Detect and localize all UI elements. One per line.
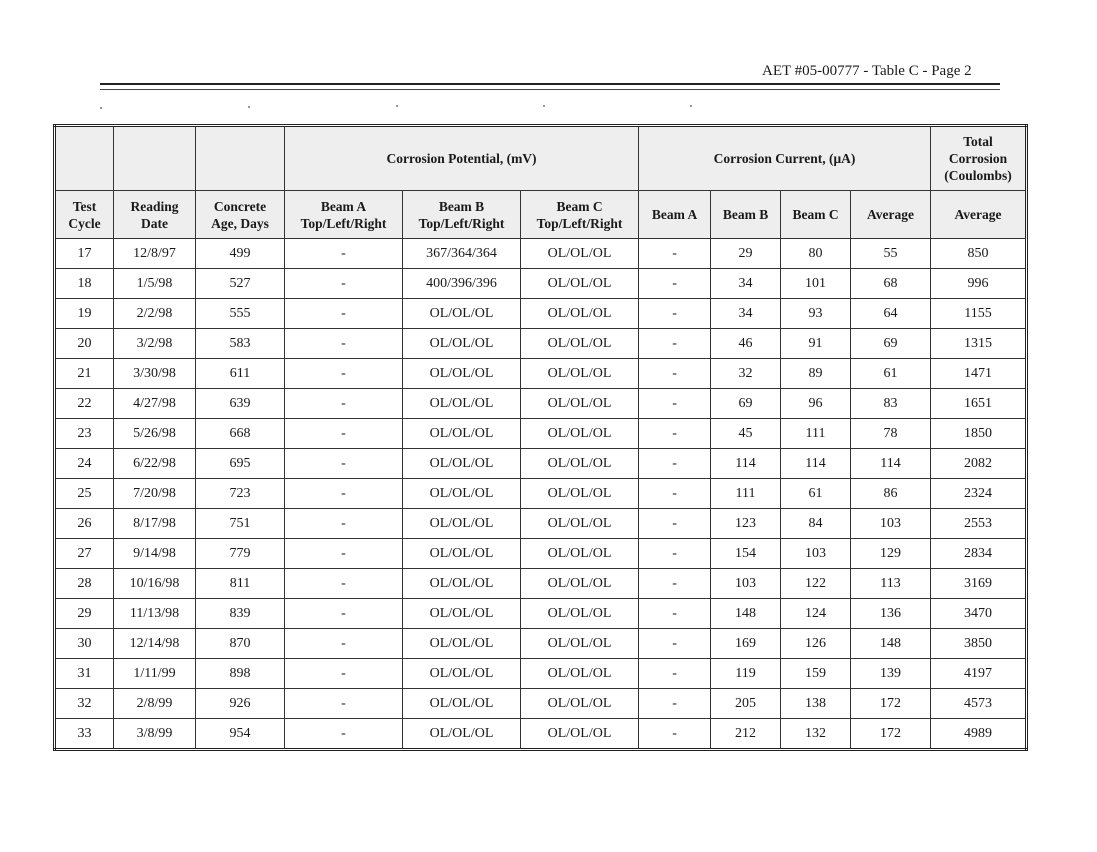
cell-current-beam-b: 154 bbox=[711, 539, 781, 569]
cell-test-cycle: 22 bbox=[55, 389, 114, 419]
header-rule bbox=[100, 83, 1000, 90]
cell-current-beam-a: - bbox=[639, 239, 711, 269]
cell-test-cycle: 28 bbox=[55, 569, 114, 599]
cell-potential-beam-c: OL/OL/OL bbox=[521, 239, 639, 269]
cell-potential-beam-c: OL/OL/OL bbox=[521, 419, 639, 449]
cell-current-average: 139 bbox=[851, 659, 931, 689]
cell-concrete-age: 811 bbox=[196, 569, 285, 599]
cell-current-beam-c: 80 bbox=[781, 239, 851, 269]
cell-current-beam-c: 138 bbox=[781, 689, 851, 719]
cell-current-beam-a: - bbox=[639, 569, 711, 599]
cell-reading-date: 10/16/98 bbox=[114, 569, 196, 599]
cell-current-beam-c: 84 bbox=[781, 509, 851, 539]
header-blank bbox=[55, 126, 114, 191]
cell-current-beam-c: 124 bbox=[781, 599, 851, 629]
cell-current-beam-a: - bbox=[639, 389, 711, 419]
cell-potential-beam-b: OL/OL/OL bbox=[403, 569, 521, 599]
cell-current-beam-a: - bbox=[639, 629, 711, 659]
cell-total-average: 850 bbox=[931, 239, 1027, 269]
cell-current-beam-b: 69 bbox=[711, 389, 781, 419]
cell-current-average: 78 bbox=[851, 419, 931, 449]
cell-potential-beam-b: OL/OL/OL bbox=[403, 449, 521, 479]
table-row bbox=[55, 359, 1027, 389]
cell-reading-date: 7/20/98 bbox=[114, 479, 196, 509]
cell-current-beam-b: 103 bbox=[711, 569, 781, 599]
cell-test-cycle: 25 bbox=[55, 479, 114, 509]
cell-potential-beam-c: OL/OL/OL bbox=[521, 719, 639, 750]
cell-current-beam-c: 61 bbox=[781, 479, 851, 509]
cell-reading-date: 4/27/98 bbox=[114, 389, 196, 419]
cell-potential-beam-c: OL/OL/OL bbox=[521, 689, 639, 719]
cell-potential-beam-a: - bbox=[285, 539, 403, 569]
cell-current-average: 172 bbox=[851, 719, 931, 750]
cell-current-beam-a: - bbox=[639, 719, 711, 750]
header-concrete-age bbox=[196, 191, 285, 239]
cell-potential-beam-c: OL/OL/OL bbox=[521, 479, 639, 509]
cell-current-beam-b: 34 bbox=[711, 299, 781, 329]
cell-reading-date: 2/8/99 bbox=[114, 689, 196, 719]
cell-current-average: 83 bbox=[851, 389, 931, 419]
cell-current-average: 61 bbox=[851, 359, 931, 389]
cell-potential-beam-b: OL/OL/OL bbox=[403, 659, 521, 689]
cell-concrete-age: 839 bbox=[196, 599, 285, 629]
cell-potential-beam-a: - bbox=[285, 389, 403, 419]
header-potential-beam-a bbox=[285, 191, 403, 239]
scan-speck bbox=[543, 105, 545, 107]
cell-current-beam-b: 123 bbox=[711, 509, 781, 539]
cell-total-average: 996 bbox=[931, 269, 1027, 299]
header-line: Top/Left/Right bbox=[300, 215, 387, 231]
cell-test-cycle: 20 bbox=[55, 329, 114, 359]
cell-potential-beam-c: OL/OL/OL bbox=[521, 569, 639, 599]
table-row bbox=[55, 509, 1027, 539]
header-blank bbox=[196, 126, 285, 191]
cell-current-beam-c: 96 bbox=[781, 389, 851, 419]
cell-potential-beam-a: - bbox=[285, 719, 403, 750]
scan-speck bbox=[100, 107, 102, 109]
cell-total-average: 1471 bbox=[931, 359, 1027, 389]
cell-potential-beam-a: - bbox=[285, 689, 403, 719]
cell-current-beam-c: 91 bbox=[781, 329, 851, 359]
cell-potential-beam-a: - bbox=[285, 299, 403, 329]
cell-current-beam-c: 111 bbox=[781, 419, 851, 449]
header-potential-beam-b bbox=[403, 191, 521, 239]
cell-test-cycle: 18 bbox=[55, 269, 114, 299]
cell-current-beam-a: - bbox=[639, 509, 711, 539]
cell-current-beam-a: - bbox=[639, 419, 711, 449]
cell-current-beam-c: 103 bbox=[781, 539, 851, 569]
cell-concrete-age: 611 bbox=[196, 359, 285, 389]
cell-test-cycle: 26 bbox=[55, 509, 114, 539]
cell-concrete-age: 870 bbox=[196, 629, 285, 659]
cell-current-average: 86 bbox=[851, 479, 931, 509]
cell-concrete-age: 499 bbox=[196, 239, 285, 269]
header-total-corrosion bbox=[931, 126, 1027, 191]
cell-potential-beam-b: OL/OL/OL bbox=[403, 629, 521, 659]
cell-total-average: 1315 bbox=[931, 329, 1027, 359]
cell-concrete-age: 926 bbox=[196, 689, 285, 719]
cell-current-average: 64 bbox=[851, 299, 931, 329]
cell-current-beam-b: 169 bbox=[711, 629, 781, 659]
cell-current-beam-b: 119 bbox=[711, 659, 781, 689]
header-test-cycle bbox=[55, 191, 114, 239]
page-header: AET #05-00777 - Table C - Page 2 bbox=[762, 63, 972, 79]
header-line: (Coulombs) bbox=[944, 168, 1012, 183]
cell-total-average: 2082 bbox=[931, 449, 1027, 479]
table-row bbox=[55, 689, 1027, 719]
cell-concrete-age: 668 bbox=[196, 419, 285, 449]
cell-current-average: 68 bbox=[851, 269, 931, 299]
cell-current-beam-b: 205 bbox=[711, 689, 781, 719]
cell-total-average: 3169 bbox=[931, 569, 1027, 599]
cell-test-cycle: 33 bbox=[55, 719, 114, 750]
header-line: Total bbox=[963, 134, 993, 149]
cell-reading-date: 3/30/98 bbox=[114, 359, 196, 389]
header-potential-beam-c bbox=[521, 191, 639, 239]
cell-concrete-age: 779 bbox=[196, 539, 285, 569]
cell-current-beam-a: - bbox=[639, 689, 711, 719]
cell-concrete-age: 723 bbox=[196, 479, 285, 509]
header-current-beam-c bbox=[781, 191, 851, 239]
cell-reading-date: 11/13/98 bbox=[114, 599, 196, 629]
cell-current-beam-a: - bbox=[639, 269, 711, 299]
table-row bbox=[55, 299, 1027, 329]
group-header-row bbox=[55, 126, 1027, 191]
cell-test-cycle: 19 bbox=[55, 299, 114, 329]
cell-total-average: 2553 bbox=[931, 509, 1027, 539]
cell-current-beam-b: 148 bbox=[711, 599, 781, 629]
cell-current-beam-b: 29 bbox=[711, 239, 781, 269]
cell-concrete-age: 695 bbox=[196, 449, 285, 479]
cell-current-beam-a: - bbox=[639, 359, 711, 389]
cell-current-beam-b: 212 bbox=[711, 719, 781, 750]
header-line: Beam A bbox=[320, 198, 367, 214]
header-line: Test bbox=[72, 198, 97, 214]
cell-potential-beam-b: OL/OL/OL bbox=[403, 329, 521, 359]
header-corrosion-potential: Corrosion Potential, (mV) bbox=[285, 126, 639, 191]
header-line: Corrosion bbox=[948, 151, 1008, 166]
cell-current-beam-a: - bbox=[639, 659, 711, 689]
cell-potential-beam-a: - bbox=[285, 659, 403, 689]
cell-total-average: 4197 bbox=[931, 659, 1027, 689]
cell-potential-beam-a: - bbox=[285, 629, 403, 659]
cell-current-beam-b: 45 bbox=[711, 419, 781, 449]
cell-potential-beam-a: - bbox=[285, 479, 403, 509]
cell-current-beam-b: 34 bbox=[711, 269, 781, 299]
header-line: Beam B bbox=[722, 207, 769, 222]
cell-current-beam-a: - bbox=[639, 599, 711, 629]
cell-test-cycle: 24 bbox=[55, 449, 114, 479]
table-row bbox=[55, 269, 1027, 299]
cell-current-beam-b: 32 bbox=[711, 359, 781, 389]
header-current-average bbox=[851, 191, 931, 239]
header-line: Top/Left/Right bbox=[536, 215, 623, 231]
cell-current-beam-c: 89 bbox=[781, 359, 851, 389]
table-row bbox=[55, 449, 1027, 479]
cell-reading-date: 9/14/98 bbox=[114, 539, 196, 569]
cell-current-beam-a: - bbox=[639, 539, 711, 569]
cell-current-beam-c: 114 bbox=[781, 449, 851, 479]
cell-concrete-age: 583 bbox=[196, 329, 285, 359]
table-row bbox=[55, 539, 1027, 569]
cell-current-average: 136 bbox=[851, 599, 931, 629]
cell-potential-beam-b: OL/OL/OL bbox=[403, 599, 521, 629]
cell-current-beam-c: 132 bbox=[781, 719, 851, 750]
cell-potential-beam-a: - bbox=[285, 569, 403, 599]
cell-reading-date: 2/2/98 bbox=[114, 299, 196, 329]
cell-potential-beam-b: OL/OL/OL bbox=[403, 389, 521, 419]
cell-total-average: 2324 bbox=[931, 479, 1027, 509]
cell-potential-beam-a: - bbox=[285, 359, 403, 389]
header-line: Beam C bbox=[792, 207, 839, 222]
cell-test-cycle: 30 bbox=[55, 629, 114, 659]
cell-current-average: 55 bbox=[851, 239, 931, 269]
cell-current-beam-c: 122 bbox=[781, 569, 851, 599]
cell-concrete-age: 527 bbox=[196, 269, 285, 299]
scan-speck bbox=[248, 106, 250, 108]
table-row bbox=[55, 419, 1027, 449]
cell-current-beam-a: - bbox=[639, 299, 711, 329]
cell-concrete-age: 954 bbox=[196, 719, 285, 750]
table-row bbox=[55, 629, 1027, 659]
table-row bbox=[55, 479, 1027, 509]
corrosion-data-table bbox=[53, 124, 1028, 751]
cell-test-cycle: 21 bbox=[55, 359, 114, 389]
table-row bbox=[55, 719, 1027, 750]
cell-reading-date: 6/22/98 bbox=[114, 449, 196, 479]
cell-reading-date: 12/14/98 bbox=[114, 629, 196, 659]
cell-current-beam-c: 159 bbox=[781, 659, 851, 689]
cell-potential-beam-c: OL/OL/OL bbox=[521, 299, 639, 329]
cell-potential-beam-a: - bbox=[285, 509, 403, 539]
cell-potential-beam-c: OL/OL/OL bbox=[521, 539, 639, 569]
scan-speck bbox=[396, 105, 398, 107]
header-line: Age, Days bbox=[211, 215, 269, 231]
cell-potential-beam-b: OL/OL/OL bbox=[403, 479, 521, 509]
cell-reading-date: 12/8/97 bbox=[114, 239, 196, 269]
cell-current-beam-b: 46 bbox=[711, 329, 781, 359]
cell-test-cycle: 17 bbox=[55, 239, 114, 269]
cell-current-beam-a: - bbox=[639, 479, 711, 509]
cell-potential-beam-b: OL/OL/OL bbox=[403, 539, 521, 569]
table-row bbox=[55, 389, 1027, 419]
cell-current-beam-a: - bbox=[639, 329, 711, 359]
cell-test-cycle: 27 bbox=[55, 539, 114, 569]
cell-potential-beam-c: OL/OL/OL bbox=[521, 599, 639, 629]
scan-speck bbox=[690, 105, 692, 107]
cell-potential-beam-b: OL/OL/OL bbox=[403, 719, 521, 750]
cell-test-cycle: 31 bbox=[55, 659, 114, 689]
cell-current-beam-a: - bbox=[639, 449, 711, 479]
cell-potential-beam-c: OL/OL/OL bbox=[521, 389, 639, 419]
cell-current-average: 113 bbox=[851, 569, 931, 599]
cell-potential-beam-a: - bbox=[285, 449, 403, 479]
cell-current-beam-c: 93 bbox=[781, 299, 851, 329]
table-row bbox=[55, 329, 1027, 359]
cell-concrete-age: 555 bbox=[196, 299, 285, 329]
cell-reading-date: 5/26/98 bbox=[114, 419, 196, 449]
header-corrosion-current: Corrosion Current, (μA) bbox=[639, 126, 931, 191]
table-body bbox=[55, 239, 1027, 750]
cell-potential-beam-a: - bbox=[285, 269, 403, 299]
cell-potential-beam-b: 400/396/396 bbox=[403, 269, 521, 299]
header-reading-date bbox=[114, 191, 196, 239]
header-line: Beam B bbox=[438, 198, 485, 214]
header-current-beam-b bbox=[711, 191, 781, 239]
header-total-average bbox=[931, 191, 1027, 239]
cell-total-average: 2834 bbox=[931, 539, 1027, 569]
cell-current-average: 114 bbox=[851, 449, 931, 479]
column-header-row bbox=[55, 191, 1027, 239]
table-row bbox=[55, 659, 1027, 689]
cell-concrete-age: 751 bbox=[196, 509, 285, 539]
cell-total-average: 3470 bbox=[931, 599, 1027, 629]
cell-potential-beam-c: OL/OL/OL bbox=[521, 629, 639, 659]
header-current-beam-a bbox=[639, 191, 711, 239]
cell-potential-beam-a: - bbox=[285, 419, 403, 449]
cell-current-average: 148 bbox=[851, 629, 931, 659]
cell-total-average: 3850 bbox=[931, 629, 1027, 659]
cell-total-average: 1155 bbox=[931, 299, 1027, 329]
cell-test-cycle: 29 bbox=[55, 599, 114, 629]
cell-potential-beam-c: OL/OL/OL bbox=[521, 659, 639, 689]
cell-test-cycle: 32 bbox=[55, 689, 114, 719]
cell-current-beam-c: 101 bbox=[781, 269, 851, 299]
cell-potential-beam-a: - bbox=[285, 329, 403, 359]
cell-current-average: 172 bbox=[851, 689, 931, 719]
table-row bbox=[55, 239, 1027, 269]
header-line: Average bbox=[954, 207, 1002, 222]
header-line: Reading bbox=[130, 198, 179, 214]
cell-total-average: 4573 bbox=[931, 689, 1027, 719]
header-line: Top/Left/Right bbox=[418, 215, 505, 231]
cell-potential-beam-a: - bbox=[285, 239, 403, 269]
table-row bbox=[55, 599, 1027, 629]
cell-test-cycle: 23 bbox=[55, 419, 114, 449]
header-line: Date bbox=[141, 215, 168, 231]
header-line: Beam C bbox=[556, 198, 603, 214]
cell-reading-date: 1/5/98 bbox=[114, 269, 196, 299]
cell-potential-beam-a: - bbox=[285, 599, 403, 629]
cell-potential-beam-c: OL/OL/OL bbox=[521, 329, 639, 359]
cell-potential-beam-c: OL/OL/OL bbox=[521, 509, 639, 539]
cell-potential-beam-b: OL/OL/OL bbox=[403, 299, 521, 329]
header-line: Concrete bbox=[213, 198, 267, 214]
cell-potential-beam-b: OL/OL/OL bbox=[403, 359, 521, 389]
header-line: Average bbox=[867, 207, 915, 222]
cell-current-average: 129 bbox=[851, 539, 931, 569]
cell-current-average: 69 bbox=[851, 329, 931, 359]
cell-reading-date: 3/8/99 bbox=[114, 719, 196, 750]
cell-reading-date: 1/11/99 bbox=[114, 659, 196, 689]
cell-potential-beam-b: OL/OL/OL bbox=[403, 509, 521, 539]
cell-potential-beam-c: OL/OL/OL bbox=[521, 449, 639, 479]
cell-potential-beam-b: 367/364/364 bbox=[403, 239, 521, 269]
header-line: Cycle bbox=[68, 215, 101, 231]
table-row bbox=[55, 569, 1027, 599]
cell-potential-beam-c: OL/OL/OL bbox=[521, 359, 639, 389]
cell-concrete-age: 639 bbox=[196, 389, 285, 419]
cell-total-average: 1651 bbox=[931, 389, 1027, 419]
cell-current-beam-b: 114 bbox=[711, 449, 781, 479]
cell-reading-date: 3/2/98 bbox=[114, 329, 196, 359]
header-line: Beam A bbox=[651, 207, 698, 222]
cell-total-average: 4989 bbox=[931, 719, 1027, 750]
cell-current-beam-b: 111 bbox=[711, 479, 781, 509]
cell-potential-beam-b: OL/OL/OL bbox=[403, 419, 521, 449]
cell-reading-date: 8/17/98 bbox=[114, 509, 196, 539]
cell-potential-beam-b: OL/OL/OL bbox=[403, 689, 521, 719]
cell-concrete-age: 898 bbox=[196, 659, 285, 689]
cell-potential-beam-c: OL/OL/OL bbox=[521, 269, 639, 299]
cell-total-average: 1850 bbox=[931, 419, 1027, 449]
header-blank bbox=[114, 126, 196, 191]
cell-current-average: 103 bbox=[851, 509, 931, 539]
cell-current-beam-c: 126 bbox=[781, 629, 851, 659]
